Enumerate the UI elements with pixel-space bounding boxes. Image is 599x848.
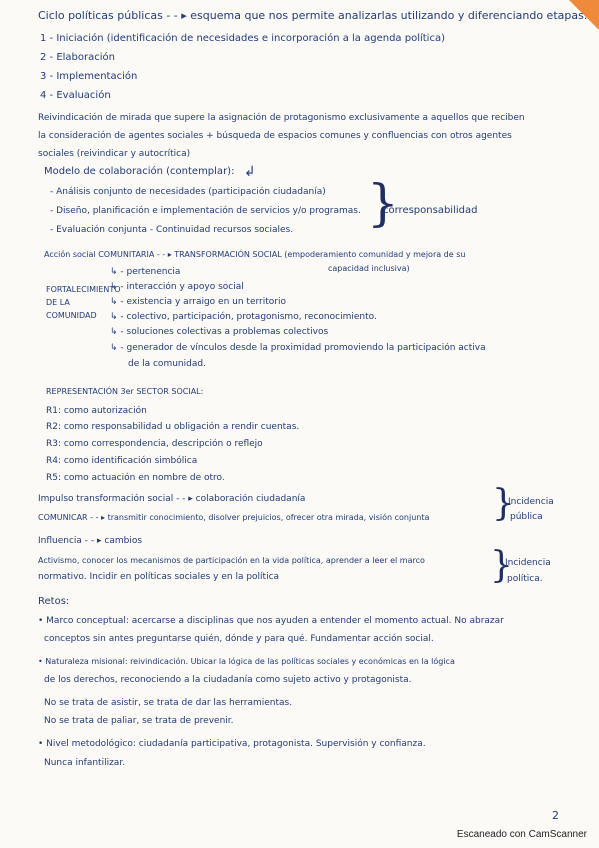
list-item: • Nivel metodológico: ciudadanía participativa, protagonista. Supervisión y confianza. — [38, 739, 426, 749]
paragraph-line: Reivindicación de mirada que supere la asignación de protagonismo exclusivamente a aquellos que reciben — [38, 113, 525, 123]
side-label: COMUNIDAD — [46, 311, 97, 320]
right-brace-icon: } — [490, 545, 513, 586]
list-item: • Naturaleza misional: reivindicación. Ubicar la lógica de las políticas sociales y económicas en la lógica — [38, 657, 455, 666]
paragraph-line: Influencia - - ▸ cambios — [38, 536, 143, 546]
paragraph-line: Activismo, conocer los mecanismos de participación en la vida política, aprender a leer el marco — [38, 556, 425, 565]
brace-label: Incidencia — [508, 497, 554, 507]
paragraph-line: No se trata de paliar, se trata de prevenir. — [44, 716, 234, 726]
section-title: Modelo de colaboración (contemplar): — [44, 166, 235, 177]
paragraph-line: normativo. Incidir en políticas sociales y en la política — [38, 572, 280, 582]
list-item: R2: como responsabilidad u obligación a rendir cuentas. — [46, 422, 300, 432]
list-item: de la comunidad. — [128, 359, 206, 369]
list-item: R3: como correspondencia, descripción o reflejo — [46, 439, 263, 449]
section-title: Acción social COMUNITARIA - - ▸ TRANSFORMACIÓN SOCIAL (empoderamiento comunidad y mejora de su — [44, 250, 466, 259]
list-item: 1 - Iniciación (identificación de necesidades e incorporación a la agenda política) — [40, 33, 445, 44]
brace-label: corresponsabilidad — [383, 205, 478, 216]
list-item: 4 - Evaluación — [40, 90, 111, 101]
list-item: • Marco conceptual: acercarse a disciplinas que nos ayuden a entender el momento actual. No abrazar — [38, 616, 504, 626]
paragraph-line: la consideración de agentes sociales + búsqueda de espacios comunes y confluencias con otros agentes — [38, 131, 512, 141]
paragraph-line: No se trata de asistir, se trata de dar las herramientas. — [44, 698, 293, 708]
curved-arrow-icon: ↲ — [244, 164, 256, 180]
brace-label: pública — [510, 512, 543, 522]
paragraph-line: Impulso transformación social - - ▸ colaboración ciudadanía — [38, 494, 306, 504]
list-item: R1: como autorización — [46, 406, 147, 416]
paragraph-line: conceptos sin antes preguntarse quién, dónde y para qué. Fundamentar acción social. — [44, 634, 434, 644]
side-label: FORTALECIMIENTO — [46, 285, 121, 294]
scanner-watermark: Escaneado con CamScanner — [456, 829, 587, 840]
list-item: ↳ - colectivo, participación, protagonismo, reconocimiento. — [110, 312, 377, 322]
section-title: Retos: — [38, 596, 70, 607]
list-item: ↳ - pertenencia — [110, 267, 181, 277]
paragraph-line: de los derechos, reconociendo a la ciudadanía como sujeto activo y protagonista. — [44, 675, 412, 685]
paragraph-line: capacidad inclusiva) — [328, 264, 410, 273]
heading-ciclo: Ciclo políticas públicas - - ▸ esquema que nos permite analizarlas utilizando y diferenciando etapas. — [38, 9, 588, 22]
list-item: - Análisis conjunto de necesidades (participación ciudadanía) — [50, 187, 326, 197]
page-number: 2 — [552, 809, 559, 822]
paragraph-line: sociales (reivindicar y autocrítica) — [38, 149, 191, 159]
list-item: ↳ - soluciones colectivas a problemas colectivos — [110, 327, 329, 337]
list-item: ↳ - existencia y arraigo en un territorio — [110, 297, 286, 307]
right-brace-icon: } — [367, 174, 399, 232]
paragraph-line: Nunca infantilizar. — [44, 758, 126, 768]
list-item: R4: como identificación simbólica — [46, 456, 198, 466]
list-item: - Diseño, planificación e implementación de servicios y/o programas. — [50, 206, 361, 216]
brace-label: Incidencia — [505, 558, 551, 568]
list-item: ↳ - interacción y apoyo social — [110, 282, 244, 292]
list-item: - Evaluación conjunta - Continuidad recursos sociales. — [50, 225, 294, 235]
list-item: R5: como actuación en nombre de otro. — [46, 473, 225, 483]
brace-label: política. — [507, 574, 543, 584]
section-title: REPRESENTACIÓN 3er SECTOR SOCIAL: — [46, 387, 204, 396]
list-item: 3 - Implementación — [40, 71, 138, 82]
right-brace-icon: } — [492, 483, 515, 524]
list-item: 2 - Elaboración — [40, 52, 115, 63]
side-label: DE LA — [46, 298, 70, 307]
paragraph-line: COMUNICAR - - ▸ transmitir conocimiento, disolver prejuicios, ofrecer otra mirada, visión conjunta — [38, 513, 430, 522]
list-item: ↳ - generador de vínculos desde la proximidad promoviendo la participación activa — [110, 343, 486, 353]
